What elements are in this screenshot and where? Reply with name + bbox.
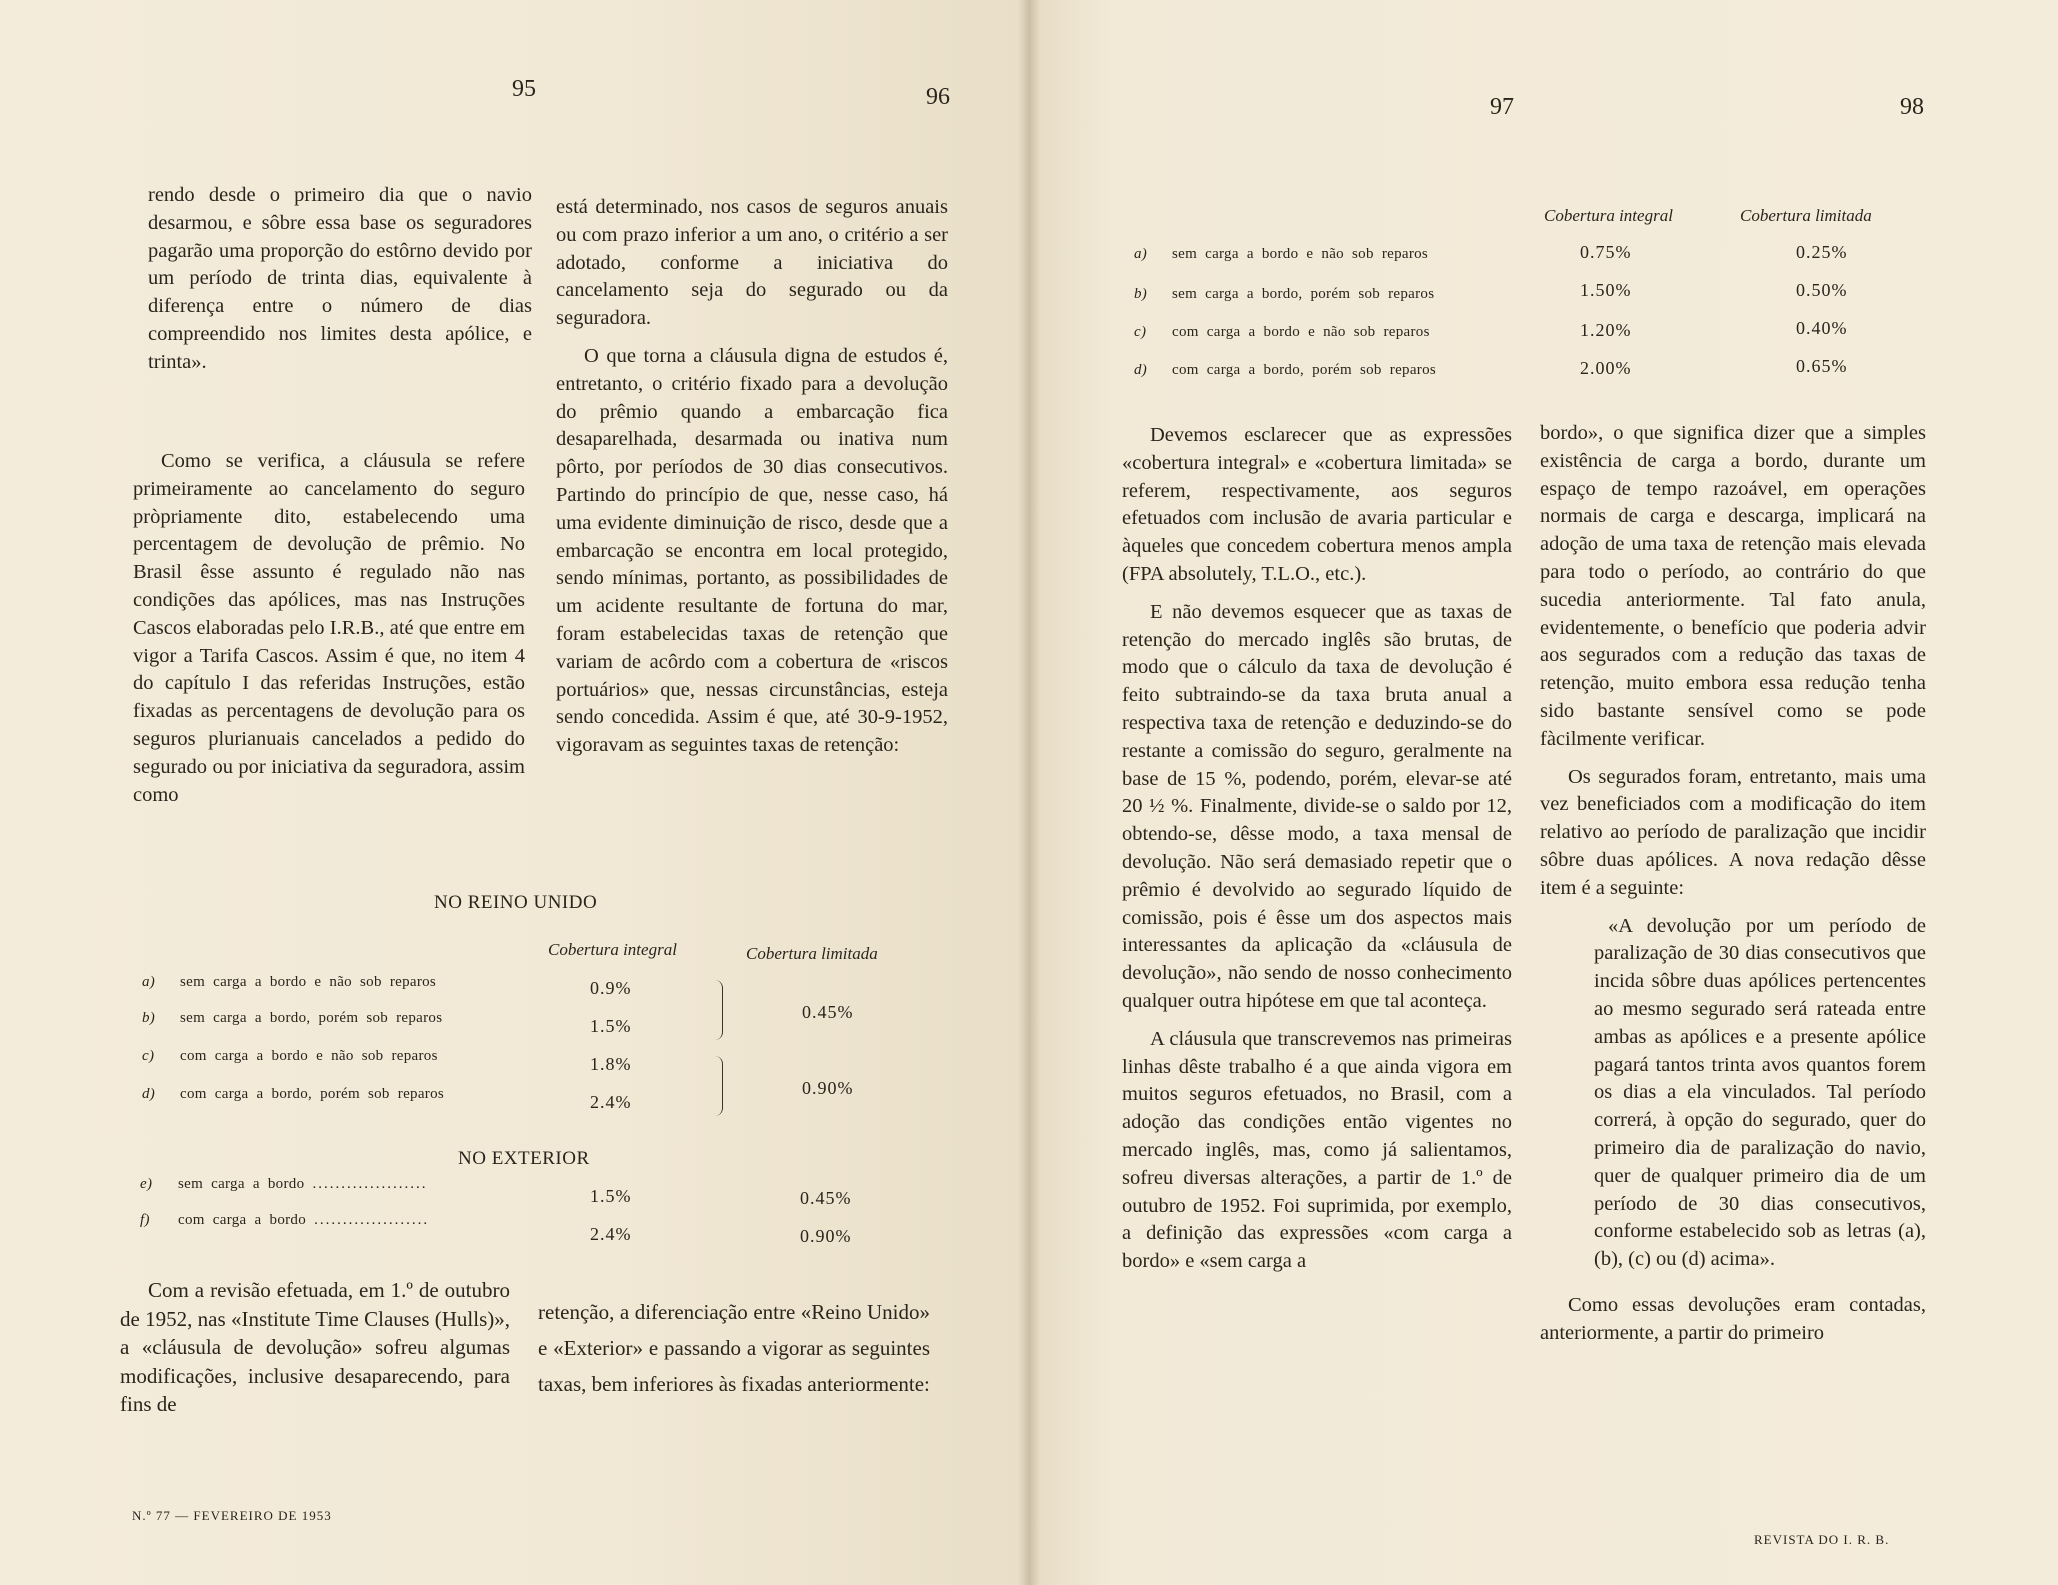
table2-cell-limitada: 0.50%: [1796, 280, 1848, 300]
table2-cell-integral: 1.50%: [1580, 280, 1632, 300]
page-98-column: [1540, 420, 1926, 1348]
table2-cell-integral: 2.00%: [1580, 358, 1632, 378]
page-97-paragraph-1: Devemos esclarecer que as expressões «cobertura integral» e «cobertura limitada» se referem, respectivamente, aos seguros efetuados com inclusão de avaria particular e àqueles que concedem cobertura menos ampla (FPA absolutely, T.L.O., etc.).: [1122, 424, 1512, 585]
page-97-paragraph-2: E não devemos esquecer que as taxas de retenção do mercado inglês são brutas, de modo que o cálculo da taxa de devolução é feito subtraindo-se da taxa bruta anual a respectiva taxa de retenção e deduzindo-se do restante a comissão do seguro, geralmente na base de 15 %, podendo, porém, elevar-se até 20 ½ %. Finalmente, divide-se o saldo por 12, obtendo-se, dêsse modo, a taxa mensal de devolução. Não será demasiado repetir que o prêmio é devolvido ao segurado líquido de comissão, pois é êsse um dos aspectos mais interessantes da aplicação da «cláusula de devolução», não sendo de nosso conhecimento qualquer outra hipótese em que tal aconteça.: [1122, 600, 1512, 1012]
table2-row-label: d) com carga a bordo, porém sob reparos: [1134, 362, 1437, 378]
table2-cell-limitada: 0.65%: [1796, 356, 1848, 376]
footer-issue: N.º 77 — FEVEREIRO DE 1953: [132, 1508, 332, 1523]
page-number-98: 98: [1900, 94, 1924, 120]
table1-ext-row-label: f) com carga a bordo ....................: [140, 1212, 430, 1228]
page-95-column: [148, 182, 532, 377]
page-98-quote: «A devolução por um período de paralização de 30 dias consecutivos que incida sôbre duas apólices pertencentes ao mesmo segurado será rateada entre ambas as apólices e a presente apólice pagará tantos trinta avos quantos forem os dias a ela vinculados. Tal período correrá, à opção do segurado, quer do primeiro dia de paralização do navio, quer de qualquer primeiro dia de um período de 30 dias consecutivos, conforme estabelecido sob as letras (a), (b), (c) ou (d) acima».: [1594, 914, 1926, 1271]
brace-cd: [712, 1056, 723, 1116]
bottom-left-column: [120, 1276, 510, 1419]
page-98-paragraph-3: Como essas devoluções eram contadas, anteriormente, a partir do primeiro: [1540, 1293, 1926, 1344]
table2-row-label: b) sem carga a bordo, porém sob reparos: [1134, 286, 1435, 302]
table-heading-reino-unido: NO REINO UNIDO: [434, 892, 598, 913]
table2-row-label: a) sem carga a bordo e não sob reparos: [1134, 246, 1429, 262]
table2-cell-limitada: 0.25%: [1796, 242, 1848, 262]
page-number-96: 96: [926, 84, 950, 110]
table1-cell-integral: 2.4%: [590, 1092, 632, 1112]
footer-journal: REVISTA DO I. R. B.: [1754, 1532, 1890, 1547]
table1-cell-integral: 0.9%: [590, 978, 632, 998]
table2-header-integral: Cobertura integral: [1544, 206, 1673, 225]
table1-cell-limitada-ab: 0.45%: [802, 1002, 854, 1022]
bottom-right-paragraph: retenção, a diferenciação entre «Reino Unido» e «Exterior» e passando a vigorar as seguintes taxas, bem inferiores às fixadas anteriormente:: [538, 1300, 930, 1396]
book-gutter: [1018, 0, 1040, 1585]
page-98-paragraph-1: bordo», o que significa dizer que a simples existência de carga a bordo, durante um espaço de tempo razoável, em operações normais de carga e descarga, implicará na adoção de uma taxa de retenção mais elevada para todo o período, ao contrário do que sucedia anteriormente. Tal fato anula, evidentemente, o benefício que poderia advir aos segurados com a redução das taxas de retenção, muito embora essa redução tenha sido bastante sensível como se pode fàcilmente verificar.: [1540, 422, 1926, 750]
page-95-paragraph-1: rendo desde o primeiro dia que o navio desarmou, e sôbre essa base os seguradores pagarão uma proporção do estôrno devido por um período de trinta dias, equivalente à diferença entre o número de dias compreendido nos limites desta apólice, e trinta».: [148, 184, 532, 373]
table1-ext-cell-limitada: 0.45%: [800, 1188, 852, 1208]
page-95-column-2: [133, 448, 525, 809]
page-97-paragraph-3: A cláusula que transcrevemos nas primeiras linhas dêste trabalho é a que ainda vigora em muitos seguros efetuados, no Brasil, com a adoção das condições então vigentes no mercado inglês, mas, como já salientamos, sofreu diversas alterações, a partir de 1.º de outubro de 1952. Foi suprimida, por exemplo, a definição das expressões «com carga a bordo» e «sem carga a: [1122, 1027, 1512, 1273]
table1-cell-limitada-cd: 0.90%: [802, 1078, 854, 1098]
page-96-paragraph-2: O que torna a cláusula digna de estudos é, entretanto, o critério fixado para a devolução do prêmio quando a embarcação fica desaparelhada, desarmada ou inativa num pôrto, por períodos de 30 dias consecutivos. Partindo do princípio de que, nesse caso, há uma evidente diminuição de risco, desde que a embarcação se encontra em local protegido, sendo mínimas, portanto, as possibilidades de um acidente resultante de fortuna do mar, foram estabelecidas taxas de retenção que variam de acôrdo com a cobertura de «riscos portuários» que, nessas circunstâncias, esteja sendo concedida. Assim é que, até 30-9-1952, vigoravam as seguintes taxas de retenção:: [556, 344, 948, 757]
page-96-paragraph-1: está determinado, nos casos de seguros anuais ou com prazo inferior a um ano, o critério a ser adotado, conforme a iniciativa do cancelamento seja do segurado ou da seguradora.: [556, 196, 948, 330]
table1-row-label: c) com carga a bordo e não sob reparos: [142, 1048, 438, 1064]
table2-header-limitada: Cobertura limitada: [1740, 206, 1872, 225]
table-heading-exterior: NO EXTERIOR: [458, 1148, 590, 1169]
table1-row-label: a) sem carga a bordo e não sob reparos: [142, 974, 437, 990]
table1-ext-cell-limitada: 0.90%: [800, 1226, 852, 1246]
table1-row-label: b) sem carga a bordo, porém sob reparos: [142, 1010, 443, 1026]
page-95-paragraph-2: Como se verifica, a cláusula se refere primeiramente ao cancelamento do seguro pròpriamente dito, estabelecendo uma percentagem de devolução de prêmio. No Brasil êsse assunto é regulado não nas condições das apólices, mas nas Instruções Cascos elaboradas pelo I.R.B., até que entre em vigor a Tarifa Cascos. Assim é que, no item 4 do capítulo I das referidas Instruções, estão fixadas as percentagens de devolução para os seguros plurianuais cancelados a pedido do segurado ou por iniciativa da seguradora, assim como: [133, 450, 525, 806]
bottom-right-column: [538, 1294, 930, 1402]
table1-header-limitada: Cobertura limitada: [746, 944, 878, 963]
brace-ab: [712, 980, 723, 1040]
table2-cell-limitada: 0.40%: [1796, 318, 1848, 338]
table1-ext-row-label: e) sem carga a bordo ....................: [140, 1176, 428, 1192]
page-96-column: [556, 194, 948, 760]
table1-row-label: d) com carga a bordo, porém sob reparos: [142, 1086, 445, 1102]
table2-cell-integral: 0.75%: [1580, 242, 1632, 262]
table2-cell-integral: 1.20%: [1580, 320, 1632, 340]
page-98-paragraph-2: Os segurados foram, entretanto, mais uma vez beneficiados com a modificação do item relativo ao período de paralização que incidir sôbre duas apólices. A nova redação dêsse item é a seguinte:: [1540, 765, 1926, 899]
table1-ext-cell-integral: 1.5%: [590, 1186, 632, 1206]
table1-cell-integral: 1.5%: [590, 1016, 632, 1036]
page-number-97: 97: [1490, 94, 1514, 120]
page-97-column: [1122, 422, 1512, 1276]
table1-cell-integral: 1.8%: [590, 1054, 632, 1074]
bottom-left-paragraph: Com a revisão efetuada, em 1.º de outubro de 1952, nas «Institute Time Clauses (Hulls)», a «cláusula de devolução» sofreu algumas modificações, inclusive desaparecendo, para fins de: [120, 1278, 510, 1416]
table2-row-label: c) com carga a bordo e não sob reparos: [1134, 324, 1430, 340]
page-number-95: 95: [512, 76, 536, 102]
table1-header-integral: Cobertura integral: [548, 940, 677, 959]
table1-ext-cell-integral: 2.4%: [590, 1224, 632, 1244]
